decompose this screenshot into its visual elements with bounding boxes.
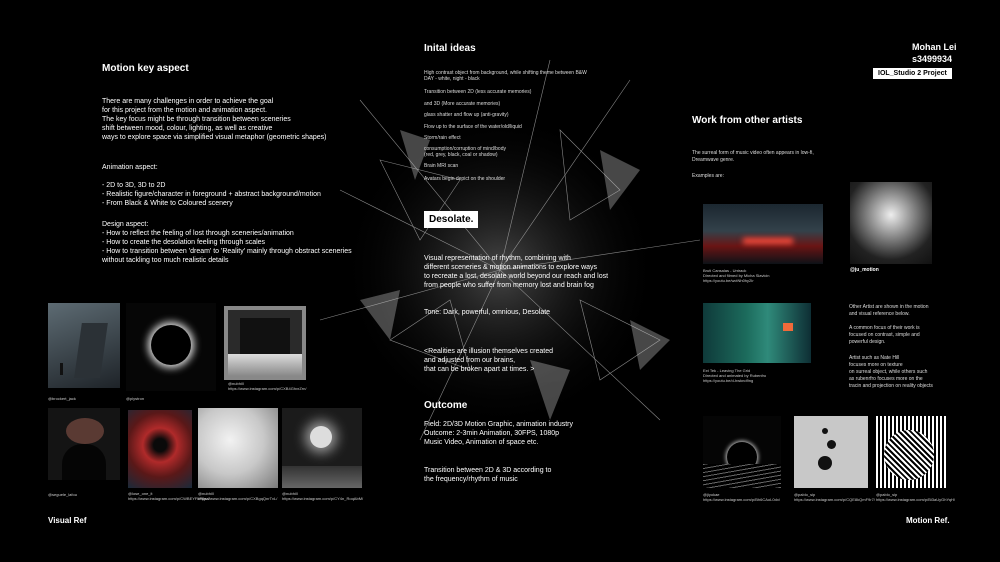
other-artists-text: Other Artist are shown in the motion and visual reference below. xyxy=(849,304,929,317)
ideas-list xyxy=(424,70,614,185)
ref-image-1 xyxy=(48,303,120,388)
ref-image-5 xyxy=(128,410,192,488)
motion-intro: There are many challenges in order to achieve the goal for this project from the motion and animation aspect. The key focus might be through transition between sceneries shift between mood, colour, lighting, as well as creative ways to explore space via simplified visual metaphor (geometric shapes) xyxy=(102,98,327,141)
motion-ref-caption-4: @jiyokae https://www.instagram.com/p/Bh6CAoL0dx/ xyxy=(703,492,780,502)
common-focus-text: A common focus of their work is focused on contrast, simple and powerful design. xyxy=(849,325,920,345)
outcome-text: Field: 2D/3D Motion Graphic, animation industry Outcome: 2-3min Animation, 30FPS, 1080p Music Video, Animation of space etc. xyxy=(424,421,574,446)
motion-ref-caption-2: @ju_motion xyxy=(850,267,879,273)
ref-image-4 xyxy=(48,408,120,480)
motion-ref-caption-6: @pablo_sip https://www.instagram.com/p/Bi3aUyGhYqH/ xyxy=(876,492,955,502)
idea-item: Flow up to the surface of the water/old/liquid xyxy=(424,123,522,130)
motion-ref-caption-3: Ext Tek - Leaving The Grid Directed and animated by Rubenfro https://youtu.be/d-hwknd9ng xyxy=(703,368,767,383)
transition-text: Transition between 2D & 3D according to the frequency/rhythm of music xyxy=(424,467,552,483)
project-badge: IOL_Studio 2 Project xyxy=(873,68,952,79)
ref-caption-1: @brockert_jack xyxy=(48,396,76,401)
ref-caption-3: @nubhill https://www.instagram.com/p/CXB4GhvrZrn/ xyxy=(228,381,307,391)
ref-caption-7: @nubhill https://www.instagram.com/p/CY4n_RoqAbM/ xyxy=(282,491,364,501)
ref-caption-5: @lose_one_it https://www.instagram.com/p/CWBEYFkF8pa/ xyxy=(128,491,210,501)
visual-ref-footer: Visual Ref xyxy=(48,516,87,525)
motion-ref-footer: Motion Ref. xyxy=(906,516,950,525)
idea-item: glass shatter and flow up (anti-gravity) xyxy=(424,112,509,118)
motion-ref-caption-5: @pablo_sip https://www.instagram.com/p/CQE8kQmF9r7/ xyxy=(794,492,875,502)
idea-item: High contrast object from background, while shifting theme between B&W DAY - white, night - black xyxy=(424,70,587,82)
motion-ref-image-4 xyxy=(703,416,781,488)
initial-ideas-title: Inital ideas xyxy=(424,43,476,54)
idea-item: Brain MRI scan xyxy=(424,162,459,169)
quote-text: <Realities are illusion themselves created and adjusted from our brains, that can be broken apart at times. > xyxy=(424,348,553,373)
idea-item: and 3D (More accurate memories) xyxy=(424,100,501,107)
motion-ref-image-5 xyxy=(794,416,868,488)
other-artists-title: Work from other artists xyxy=(692,115,803,126)
motion-ref-image-1 xyxy=(703,204,823,264)
ref-caption-2: @plystron xyxy=(126,396,145,401)
student-id: s3499934 xyxy=(912,54,953,64)
center-description: Visual representation of rhythm, combining with different sceneries & motion animations to explore ways to recreate a lost, desolate world beyond our reach and lost from people who suffer from memory lost and brain fog xyxy=(424,255,609,289)
ref-image-6 xyxy=(198,408,278,488)
ref-image-7 xyxy=(282,408,362,488)
outcome-title: Outcome xyxy=(424,400,468,411)
ref-image-3 xyxy=(224,306,306,380)
motion-ref-image-3 xyxy=(703,303,811,363)
motion-ref-image-6 xyxy=(876,416,948,488)
motion-key-aspect-title: Motion key aspect xyxy=(102,63,189,74)
author-name: Mohan Lei xyxy=(912,42,957,52)
ref-caption-6: @nubhill https://www.instagram.com/p/CXBgqQnrTvL/ xyxy=(198,491,278,501)
desolate-keyword: Desolate. xyxy=(424,211,478,228)
idea-item: consumption/corruption of mind/body (red, grey, black, coal or shadow) xyxy=(424,145,506,158)
design-aspect: Design aspect: - How to reflect the feeling of lost through sceneries/animation - How to create the desolation feeling through scales - How to transition between 'dream' to 'Reality' mainly through obstract sceneries without tackling too much realistic details xyxy=(102,221,352,264)
examples-label: Examples are: xyxy=(692,173,724,179)
artists-text: Artist such as Nate Hill focuses more on texture on surreal object, while others such as rubenrfro focuses more on the tracin and projection on reality objects xyxy=(849,355,933,389)
motion-ref-caption-1: Bruti Cansalas - Untrack Directed and filmed by Micha Slavicin https://youtu.be/wctNh0hy2Ir xyxy=(703,268,770,283)
animation-aspect: Animation aspect: - 2D to 3D, 3D to 2D - Realistic figure/character in foreground + abstract background/motion - From Black & White to Coloured scenery xyxy=(102,164,321,207)
ref-caption-4: @seguele_lafou xyxy=(48,492,77,497)
ref-image-2 xyxy=(126,303,216,391)
idea-item: Transition between 2D (less accurate memories) xyxy=(424,89,532,95)
tone-text: Tone: Dark, powerful, omnious, Desolate xyxy=(424,309,551,316)
idea-item: Storm/rain effect xyxy=(424,135,461,141)
motion-ref-image-2 xyxy=(850,182,932,264)
right-intro: The surreal form of music video often appears in low-fi, Dreamwave genre. xyxy=(692,150,814,163)
idea-item: Avatars begin depict on the shoulder xyxy=(424,176,506,182)
